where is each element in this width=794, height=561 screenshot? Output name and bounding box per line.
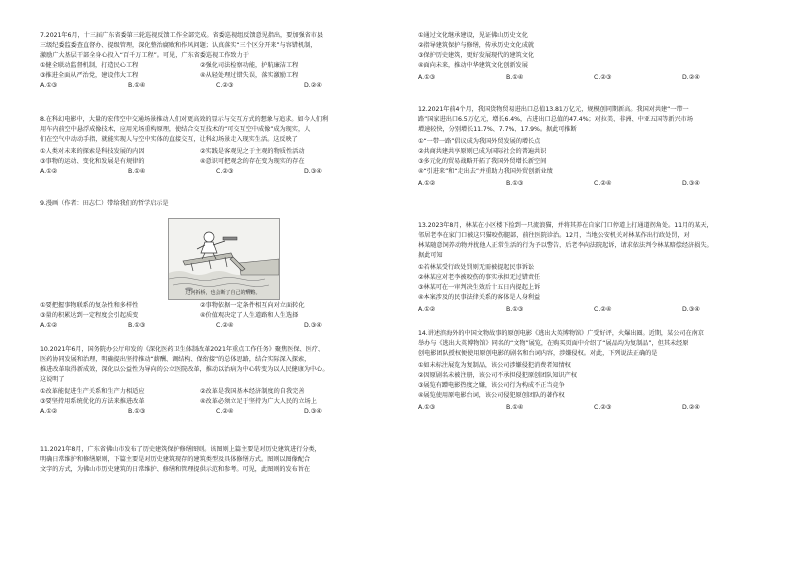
q9-option-3: ③量的积累达到一定程度会引起质变	[40, 312, 139, 319]
q10-answer-d: D.③④	[304, 408, 322, 415]
q12-line-2: 路”国家进出口6.5万亿元，增长6.4%，占进出口总值的47.4%；对拉美、非洲、中亚五国等新兴市场	[418, 116, 693, 123]
q14-answer-d: D.②④	[682, 404, 700, 411]
q8-answer-a: A.①②	[40, 168, 58, 175]
q14-line-3: 创电影团队授权便使用原创电影的剧名和台词内容，涉嫌侵权。对此，下列说法正确的是	[418, 350, 658, 357]
q14-answer-b: B.①④	[506, 404, 524, 411]
q8-option-3: ③事物的运动、变化和发展是有规律的	[40, 158, 145, 165]
q14-answer-c: C.②③	[594, 404, 612, 411]
q11-answer-a: A.①③	[418, 74, 436, 81]
q9-option-4: ④价值观决定了人生道路和人生选择	[200, 312, 299, 319]
q7-answer-c: C.②③	[216, 82, 234, 89]
q14-line-2: 举办与《逃出大英博物馆》同名的“文物”展览，在购买页面中介绍了“展品均为复制品”，但其未经原	[418, 340, 689, 347]
q7-option-2: ②强化司法检察功能，护航廉洁工程	[200, 62, 299, 69]
q14-option-1: ①如未标注展览为复制品，该公司涉嫌侵犯消费者知情权	[418, 362, 571, 369]
q12-option-4: ④“引进来”和“走出去”并重助力我国外贸创新业绩	[418, 168, 553, 175]
q8-line-2: 用车内前空中悬浮成像技术，应用光场重构原理，使结合交互技术的“可交互空中成像”成为现实，人	[40, 126, 311, 133]
q9-answer-b: B.①③	[128, 322, 146, 329]
q12-line-1: 12.2021年前4个月，我国货物贸易进出口总值13.81万亿元，规模创同期新高。我国对共建“一带一	[418, 106, 689, 113]
q10-option-3: ③要坚持用系统优化的方法来推进改革	[40, 398, 145, 405]
q11-answer-d: D.②④	[682, 74, 700, 81]
q11-line-3: 文字的方式，为佛山市历史建筑的日常维护、修缮和管理提供示范和参考。可见，此图则的发布旨在	[40, 466, 311, 473]
q11-option-1: ①通过文化继承建设，见证佛山历史文化	[418, 32, 528, 39]
q13-line-4: 据此可知	[418, 252, 443, 259]
q10-line-2: 医药协同发展和治理，明确提出坚持推动“薪酬、调结构、保衔接”的总体思路，结合实际深入探索，	[40, 356, 311, 363]
q9-cartoon-image	[168, 218, 280, 300]
q12-option-1: ①“一带一路”倡议成为我国外贸发展的增长点	[418, 138, 541, 145]
q12-answer-c: C.②④	[594, 180, 612, 187]
q10-answer-a: A.①②	[40, 408, 58, 415]
q12-answer-b: B.①③	[506, 180, 524, 187]
q13-option-1: ①若林某受行政处罚则无需被提起民事诉讼	[418, 264, 534, 271]
q9-answer-c: C.②④	[216, 322, 234, 329]
q9-option-2: ②事物依据一定条件相互向对立面转化	[200, 302, 305, 309]
q11-line-2: 明确日常维护和修缮原则，下篇主要是对历史建筑现存的建筑类型及具体修缮方式。图则以图像配合	[40, 456, 311, 463]
q10-line-1: 10.2021年6月，国务院办公厅印发的《深化医药卫生体制改革2021年重点工作任务》聚焦医保、医疗、	[40, 346, 325, 353]
q10-option-1: ①改革能促进生产关系和生产力相适应	[40, 388, 145, 395]
q12-answer-a: A.①②	[418, 180, 436, 187]
q14-answer-a: A.①③	[418, 404, 436, 411]
q12-option-2: ②共商共建共享原则已成为国际社会的普遍共识	[418, 148, 547, 155]
q7-option-1: ①健全联动监督机制，打造民心工程	[40, 62, 139, 69]
q14-option-4: ④展览使用原电影台词，该公司侵犯原创团队的著作权	[418, 392, 565, 399]
q8-answer-d: D.③④	[304, 168, 322, 175]
q8-option-2: ②实践是客观见之于主观的物质性活动	[200, 148, 305, 155]
q12-answer-d: D.③④	[682, 180, 700, 187]
q7-answer-a: A.①③	[40, 82, 58, 89]
q11-option-4: ④面向未来，推动中华建筑文化创新发展	[418, 62, 528, 69]
q8-answer-c: C.②③	[216, 168, 234, 175]
q13-option-4: ④本案涉及的民事法律关系的客体是人身利益	[418, 294, 541, 301]
q7-line-1: 7.2021年6月，十三届广东省委第三轮巡视反馈工作全部完成。省委巡视组反馈意见指出，要加强省市县	[40, 32, 324, 39]
q12-option-3: ③多元化的贸易战略开拓了我国外贸增长新空间	[418, 158, 547, 165]
q13-option-2: ②林某应对老李被咬伤的事实承担无过错责任	[418, 274, 541, 281]
q13-answer-a: A.①②	[418, 306, 436, 313]
q10-answer-b: B.①③	[128, 408, 146, 415]
q11-option-2: ②指导建筑保护与修缮，传承历史文化成就	[418, 42, 534, 49]
q10-line-3: 推进改革取得新成效，深化以公益性为导向的公立医院改革，推动以治病为中心转变为以人民健康为中心。	[40, 366, 329, 373]
q9-option-1: ①要把握事物联系的复杂性和多样性	[40, 302, 139, 309]
q11-answer-c: C.②③	[594, 74, 612, 81]
q10-option-2: ②改革是我国基本经济制度的自我完善	[200, 388, 305, 395]
q13-line-2: 邻居老李在家门口被这只猫咬伤腿部，前往医院诊治。12月，当地公安机关对林某作出行政处罚，对	[418, 232, 690, 239]
q13-answer-d: D.③④	[682, 306, 700, 313]
q8-option-4: ④意识可把观念的存在变为现实的存在	[200, 158, 305, 165]
q7-answer-d: D.②④	[304, 82, 322, 89]
q14-line-1: 14.讲述滨海外的中国文物故事的原创电影《逃出大英博物馆》广受好评，火爆出圈。近期，某公司在南京	[418, 330, 704, 337]
q9-answer-a: A.①②	[40, 322, 58, 329]
q9-line-1: 9.漫画（作者：田志仁）带给我们的哲学启示是	[40, 200, 169, 207]
q13-answer-c: C.②④	[594, 306, 612, 313]
q8-line-1: 8.在科幻电影中，大量的宏伟空中交通场景推动人们对更高效的显示与交互方式的想象与追求。如今人们利	[40, 116, 329, 123]
q9-cartoon-caption: 过河拆桥，也会断了自己的后路。	[185, 290, 261, 296]
q11-answer-b: B.①④	[506, 74, 524, 81]
q12-line-3: 增速较快，分别增长11.7%、7.7%、17.9%。据此可推断	[418, 126, 577, 133]
q10-answer-c: C.②④	[216, 408, 234, 415]
q13-option-3: ③林某可在一审判决生效后十五日内提起上诉	[418, 284, 541, 291]
q11-line-1: 11.2021年8月，广东省佛山市发布了历史建筑保护修缮图则。该图则上篇主要是对历史建筑进行分类，	[40, 446, 321, 453]
q10-line-4: 这说明了	[40, 376, 65, 383]
q7-answer-b: B.①④	[128, 82, 146, 89]
q8-line-3: 们在空气中动动手指，就能实现人与空中实体的直接交互，让科幻场景走入现实生活。这反映了	[40, 136, 298, 143]
q10-option-4: ④改革必须立足于坚持为广大人民的立场上	[200, 398, 317, 405]
q14-option-3: ③展览有蹭电影热度之嫌，该公司行为构成不正当竞争	[418, 382, 565, 389]
q13-answer-b: B.①③	[506, 306, 524, 313]
q13-line-3: 林某随意饲养动物并扰他人正常生活的行为予以警告，后老李向法院起诉，请求依法判令林某赔偿经济损失。	[418, 242, 713, 249]
q8-answer-b: B.①④	[128, 168, 146, 175]
q11-option-3: ③保护历史建筑，更好发展现代的建筑文化	[418, 52, 534, 59]
q7-option-3: ③推进全面从严治党，建设伟大工程	[40, 72, 139, 79]
q7-line-3: 激励广大基层干部全身心投入“百千万工程”。可见，广东省委巡视工作致力于	[40, 52, 249, 59]
q8-option-1: ①人类对未来的探索是科技发展的内因	[40, 148, 145, 155]
q14-option-2: ②因原剧名未被注册，该公司不承担侵犯原创团队知识产权	[418, 372, 577, 379]
q13-line-1: 13.2023年8月，林某在小区楼下捡到一只流浪猫，并将其养在自家门口停道上打通道拐角处。11月的某天，	[418, 222, 713, 229]
q7-option-4: ④从轻处理过错失误，落实激励工程	[200, 72, 299, 79]
q7-line-2: 三级纪委监委查直督办、提级管理，深化整治腐败和作风问题；认真落实“三个区分开来”与容错机制，	[40, 42, 317, 49]
q9-answer-d: D.③④	[304, 322, 322, 329]
